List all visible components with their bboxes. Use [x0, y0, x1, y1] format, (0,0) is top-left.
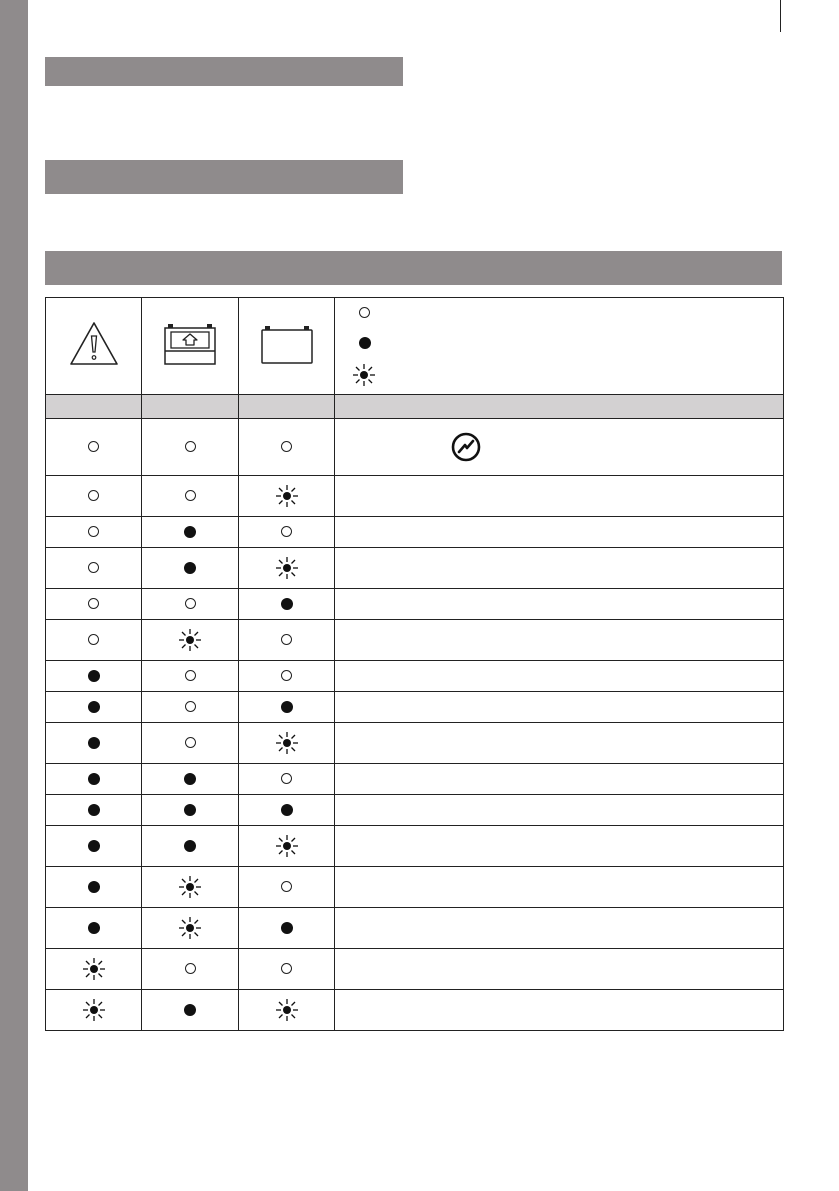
led-off-icon: [281, 670, 292, 681]
led-cell: [142, 795, 239, 826]
led-blink-icon: [179, 917, 201, 939]
led-on-icon: [281, 701, 293, 713]
led-cell: [46, 826, 142, 867]
table-row: [46, 723, 784, 764]
led-cell: [46, 548, 142, 589]
led-off-icon: [281, 526, 292, 537]
led-cell: [239, 949, 335, 990]
led-cell: [142, 661, 239, 692]
led-on-icon: [281, 922, 293, 934]
row-description: [335, 419, 784, 476]
led-cell: [142, 990, 239, 1031]
led-cell: [46, 723, 142, 764]
led-legend: [335, 298, 783, 394]
table-row: [46, 908, 784, 949]
led-off-icon: [281, 881, 292, 892]
table-row: [46, 476, 784, 517]
row-description: [335, 990, 784, 1031]
led-cell: [142, 908, 239, 949]
section-bar-1: [45, 57, 403, 86]
row-description: [335, 517, 784, 548]
table-row: [46, 692, 784, 723]
power-fault-icon: [451, 432, 481, 462]
subheader-cell: [142, 395, 239, 419]
led-cell: [46, 990, 142, 1031]
led-cell: [46, 620, 142, 661]
led-cell: [46, 589, 142, 620]
led-off-icon: [185, 441, 196, 452]
led-on-icon: [184, 840, 196, 852]
led-off-icon: [88, 490, 99, 501]
side-strip: [0, 0, 28, 1191]
led-cell: [142, 826, 239, 867]
led-cell: [142, 517, 239, 548]
led-on-icon: [184, 1004, 196, 1016]
table-header-row: [46, 298, 784, 395]
led-cell: [239, 620, 335, 661]
led-on-icon: [184, 804, 196, 816]
table-subheader-row: [46, 395, 784, 419]
table-row: [46, 419, 784, 476]
led-on-icon: [88, 701, 100, 713]
led-on-icon: [184, 562, 196, 574]
led-cell: [239, 589, 335, 620]
legend-cell: [335, 298, 784, 395]
table-row: [46, 826, 784, 867]
led-cell: [239, 419, 335, 476]
led-on-icon: [88, 922, 100, 934]
subheader-cell: [239, 395, 335, 419]
led-on-icon: [184, 773, 196, 785]
led-on-icon: [88, 840, 100, 852]
led-blink-icon: [83, 999, 105, 1021]
led-blink-icon: [276, 835, 298, 857]
led-cell: [239, 826, 335, 867]
led-off-icon: [185, 670, 196, 681]
led-on-icon: [88, 670, 100, 682]
led-blink-icon: [353, 364, 375, 386]
led-cell: [46, 867, 142, 908]
table-row: [46, 949, 784, 990]
led-cell: [239, 990, 335, 1031]
table-row: [46, 661, 784, 692]
table-row: [46, 517, 784, 548]
led-blink-icon: [276, 999, 298, 1021]
led-cell: [46, 419, 142, 476]
led-blink-icon: [276, 732, 298, 754]
led-cell: [142, 476, 239, 517]
row-description: [335, 476, 784, 517]
table-row: [46, 548, 784, 589]
led-off-icon: [88, 526, 99, 537]
led-blink-icon: [276, 485, 298, 507]
led-cell: [239, 661, 335, 692]
header-cell-warning: [46, 298, 142, 395]
table-row: [46, 990, 784, 1031]
table-row: [46, 867, 784, 908]
led-cell: [239, 692, 335, 723]
row-description: [335, 661, 784, 692]
led-cell: [46, 476, 142, 517]
led-off-icon: [88, 441, 99, 452]
led-off-icon: [88, 562, 99, 573]
led-cell: [142, 548, 239, 589]
led-off-icon: [185, 963, 196, 974]
led-off-icon: [281, 963, 292, 974]
led-off-icon: [185, 598, 196, 609]
row-description: [335, 764, 784, 795]
table-row: [46, 764, 784, 795]
battery-outline-icon: [261, 324, 313, 364]
led-off-icon: [185, 490, 196, 501]
led-cell: [46, 661, 142, 692]
subheader-cell: [335, 395, 784, 419]
legend-blink: [353, 364, 375, 386]
crop-mark: [780, 0, 781, 32]
row-description: [335, 908, 784, 949]
led-cell: [142, 949, 239, 990]
led-off-icon: [281, 441, 292, 452]
led-cell: [142, 620, 239, 661]
led-off-icon: [185, 701, 196, 712]
row-description: [335, 692, 784, 723]
row-description: [335, 867, 784, 908]
led-on-icon: [281, 804, 293, 816]
legend-on: [359, 334, 371, 352]
led-cell: [46, 795, 142, 826]
row-description: [335, 723, 784, 764]
led-status-table: [45, 297, 784, 1031]
led-cell: [46, 908, 142, 949]
row-description: [335, 949, 784, 990]
led-cell: [46, 692, 142, 723]
led-cell: [239, 723, 335, 764]
led-on-icon: [88, 773, 100, 785]
led-off-icon: [88, 634, 99, 645]
led-on-icon: [184, 526, 196, 538]
charger-house-icon: [164, 323, 216, 365]
row-description: [335, 589, 784, 620]
section-bar-3: [45, 251, 782, 285]
led-on-icon: [88, 737, 100, 749]
led-cell: [239, 867, 335, 908]
led-cell: [142, 419, 239, 476]
led-cell: [46, 949, 142, 990]
subheader-cell: [46, 395, 142, 419]
led-blink-icon: [179, 629, 201, 651]
led-cell: [46, 764, 142, 795]
led-on-icon: [88, 881, 100, 893]
legend-off: [359, 304, 370, 322]
table-row: [46, 620, 784, 661]
led-on-icon: [88, 804, 100, 816]
warning-triangle-icon: [68, 320, 120, 368]
row-description: [335, 826, 784, 867]
led-off-icon: [281, 634, 292, 645]
led-blink-icon: [83, 958, 105, 980]
led-cell: [142, 589, 239, 620]
led-blink-icon: [179, 876, 201, 898]
led-off-icon: [281, 773, 292, 784]
led-cell: [239, 764, 335, 795]
row-description: [335, 548, 784, 589]
led-cell: [46, 517, 142, 548]
led-cell: [142, 867, 239, 908]
section-bar-2: [45, 160, 403, 194]
led-off-icon: [185, 737, 196, 748]
led-on-icon: [281, 598, 293, 610]
led-cell: [239, 548, 335, 589]
led-on-icon: [359, 337, 371, 349]
led-off-icon: [359, 307, 370, 318]
led-cell: [239, 476, 335, 517]
led-cell: [142, 692, 239, 723]
table-row: [46, 795, 784, 826]
row-description: [335, 795, 784, 826]
led-cell: [142, 764, 239, 795]
led-cell: [239, 795, 335, 826]
led-off-icon: [88, 598, 99, 609]
led-cell: [239, 517, 335, 548]
table-row: [46, 589, 784, 620]
header-cell-charger: [142, 298, 239, 395]
row-description: [335, 620, 784, 661]
led-cell: [239, 908, 335, 949]
led-blink-icon: [276, 557, 298, 579]
header-cell-battery: [239, 298, 335, 395]
led-cell: [142, 723, 239, 764]
